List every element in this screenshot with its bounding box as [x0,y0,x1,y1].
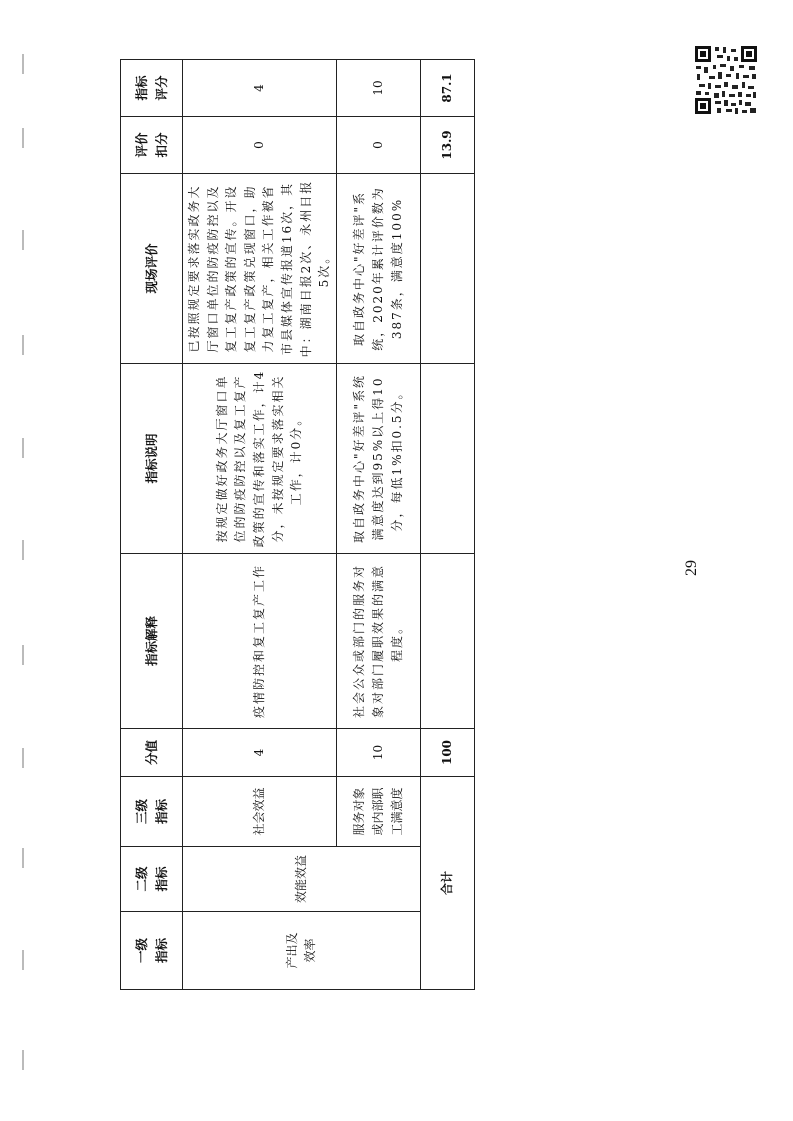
header-deduction: 评价 扣分 [121,117,183,174]
deduction-cell: 0 [183,117,337,174]
evaluation-cell: 取自政务中心"好差评"系统，2020年累计评价数为387条，满意度100% [336,174,420,364]
score-cell: 10 [336,729,420,777]
level3-cell: 服务对象或内部职工满意度 [336,777,420,847]
margin-tick [22,335,24,355]
total-label: 合计 [420,777,474,990]
rotated-table-wrapper [120,60,454,990]
score-cell: 4 [183,729,337,777]
header-row [121,60,183,990]
header-score: 分值 [121,729,183,777]
margin-tick [22,230,24,250]
margin-tick [22,950,24,970]
margin-tick [22,540,24,560]
explanation-cell: 疫情防控和复工复产工作 [183,554,337,729]
total-empty-cell [420,174,474,364]
description-cell: 按规定做好政务大厅窗口单位的防疫防控以及复工复产政策的宣传和落实工作，计4分，未按规定要求落实相关工作，计0分。 [183,364,337,554]
description-cell: 取自政务中心"好差评"系统满意度达到95%以上得10分，每低1%扣0.5分。 [336,364,420,554]
table-row [183,60,337,990]
header-level2: 二级 指标 [121,847,183,912]
total-score: 100 [420,729,474,777]
total-empty-cell [420,554,474,729]
evaluation-cell: 已按照规定要求落实政务大厅窗口单位的防疫防控以及复工复产政策的宣传。开设复工复产政策兑现窗口，助力复工复产，相关工作被省市县媒体宣传报道16次，其中：湖南日报2次、永州日报5次。 [183,174,337,364]
header-level3: 三级 指标 [121,777,183,847]
final-score-cell: 4 [183,60,337,117]
margin-tick [22,1050,24,1070]
page-number: 29 [683,560,700,576]
header-final: 指标 评分 [121,60,183,117]
header-level1: 一级 指标 [121,912,183,990]
header-evaluation: 现场评价 [121,174,183,364]
explanation-cell: 社会公众或部门的服务对象对部门履职效果的满意程度。 [336,554,420,729]
level3-cell: 社会效益 [183,777,337,847]
level2-cell: 效能效益 [183,847,421,912]
final-score-cell: 10 [336,60,420,117]
header-description: 指标说明 [121,364,183,554]
margin-tick [22,54,24,74]
total-final: 87.1 [420,60,474,117]
total-empty-cell [420,364,474,554]
total-row [420,60,474,990]
deduction-cell: 0 [336,117,420,174]
header-explanation: 指标解释 [121,554,183,729]
margin-tick [22,748,24,768]
margin-tick [22,438,24,458]
qr-code-icon [693,44,759,116]
margin-tick [22,645,24,665]
margin-tick [22,128,24,148]
level1-cell: 产出及 效率 [183,912,421,990]
total-deduction: 13.9 [420,117,474,174]
evaluation-table [120,59,475,990]
margin-tick [22,848,24,868]
